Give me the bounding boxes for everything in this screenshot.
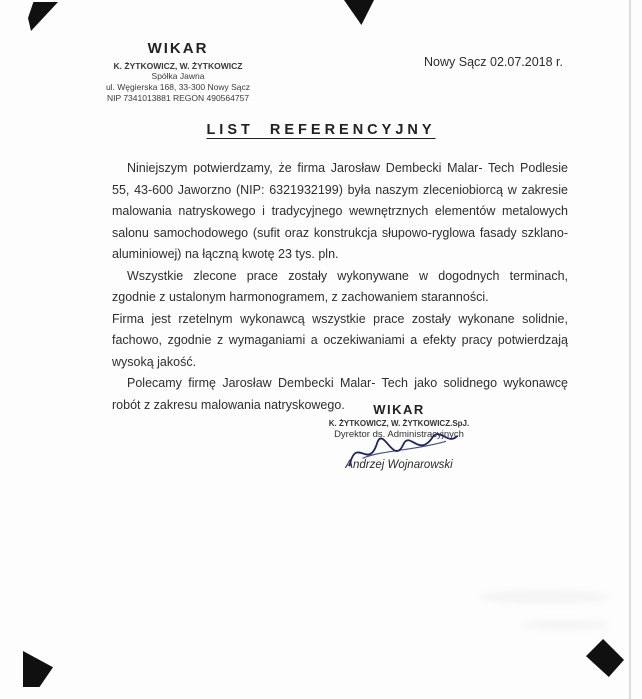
place-and-date: Nowy Sącz 02.07.2018 r. <box>424 55 563 69</box>
scan-smudge <box>520 620 610 630</box>
letterhead <box>88 40 268 103</box>
paragraph-timeliness: Wszystkie zlecone prace zostały wykonywane w dogodnych terminach, zgodnie z ustalonym harmonogramem, z zachowaniem staranności. <box>112 268 568 304</box>
signatory-name: Andrzej Wojnarowski <box>345 458 453 471</box>
paragraph-quality: Firma jest rzetelnym wykonawcą wszystkie prace zostały wykonane solidnie, fachowo, zgodnie z wymaganiami a oczekiwaniami a efekty pracy potwierdzają wysoką jakość. <box>112 311 568 369</box>
signature-block <box>294 402 504 473</box>
scan-corner-mark-top-left <box>28 2 58 31</box>
signature-partners: K. ŻYTKOWICZ, W. ŻYTKOWICZ.SpJ. <box>328 418 470 428</box>
scan-edge-line <box>629 0 631 699</box>
letterhead-partners: K. ŻYTKOWICZ, W. ŻYTKOWICZ <box>113 60 243 71</box>
signature-role: Dyrektor ds. Administracyjnych <box>334 429 464 441</box>
letterhead-address: ul. Węgierska 168, 33-300 Nowy Sącz <box>105 82 251 92</box>
paragraph-recommendation: Polecamy firmę Jarosław Dembecki Malar- Tech jako solidnego wykonawcę robót z zakresu malowania natryskowego. <box>112 376 568 412</box>
letterhead-company-name: WIKAR <box>147 40 209 57</box>
scan-corner-mark-bottom-left <box>23 651 53 687</box>
scan-corner-mark-top-right <box>344 0 374 25</box>
paragraph-introduction: Niniejszym potwierdzamy, że firma Jarosław Dembecki Malar- Tech Podlesie 55, 43-600 Jaworzno (NIP: 6321932199) była naszym zleceniobiorcą w zakresie malowania natryskowego i tradycyjnego wewnętrznych elementów metalowych salonu samochodowego (sufit oraz konstrukcja słupowo-ryglowa fasady szklano-aluminiowej) na łączną kwotę 23 tys. pln. <box>112 161 568 261</box>
document-title: LIST REFERENCYJNY <box>206 122 436 138</box>
scan-smudge <box>480 590 610 604</box>
letter-body <box>112 158 568 416</box>
letterhead-registration-numbers: NIP 7341013881 REGON 490564757 <box>106 92 250 103</box>
scan-corner-mark-bottom-right <box>586 639 624 677</box>
signature-company-name: WIKAR <box>373 402 425 417</box>
letterhead-legal-form: Spółka Jawna <box>151 71 205 82</box>
